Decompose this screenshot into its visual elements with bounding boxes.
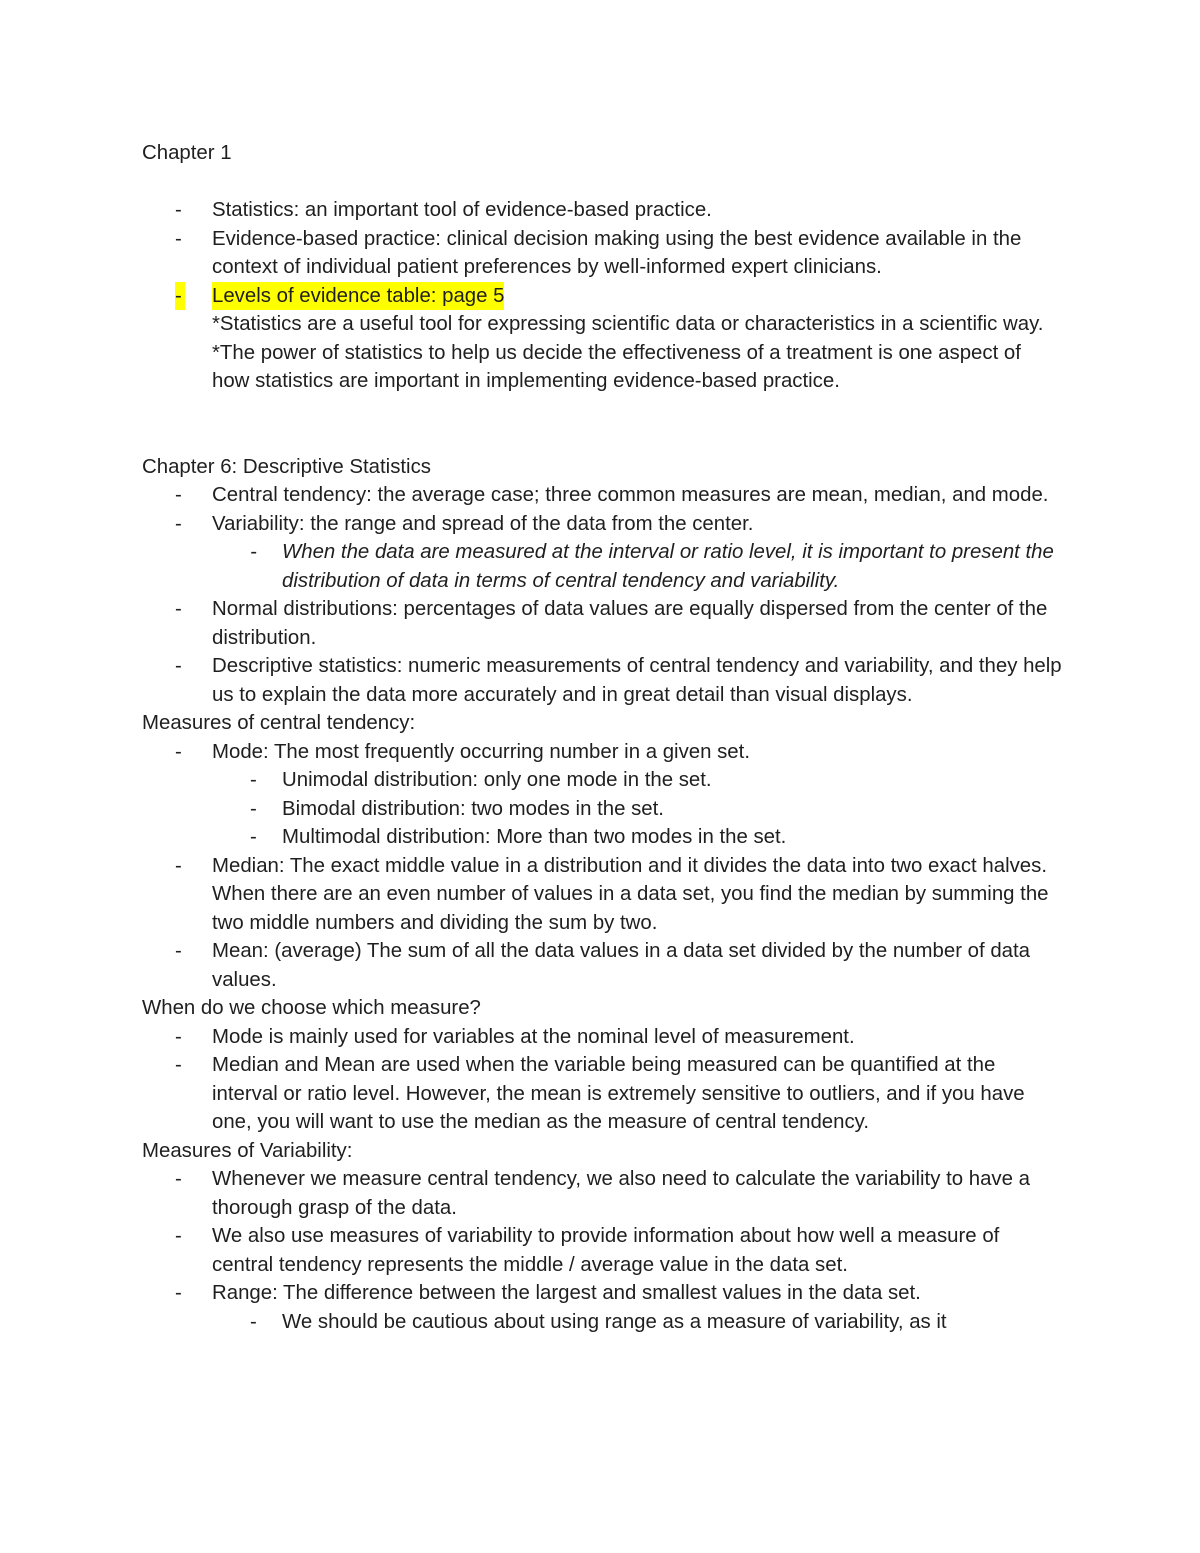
list-item-text: Range: The difference between the largest and smallest values in the data set. [212,1282,921,1304]
list-item [142,510,1062,596]
variability-heading: Measures of Variability: [142,1139,353,1162]
list-item [142,738,1062,852]
list-item: - We should be cautious about using range as a measure of variability, as it [212,1308,1062,1337]
highlighted-bullet: - [175,282,185,311]
note-paragraph: *The power of statistics to help us decide the effectiveness of a treatment is one aspect of how statistics are important in implementing evidence-based practice. [212,341,1021,392]
note-paragraph: *Statistics are a useful tool for expressing scientific data or characteristics in a scientific way. [212,313,1044,335]
list-item [142,1279,1062,1336]
list-item: - Evidence-based practice: clinical decision making using the best evidence available in the context of individual patient preferences by well-informed expert clinicians. [142,225,1062,282]
list-item: - Central tendency: the average case; three common measures are mean, median, and mode. [142,481,1062,510]
list-item: - Normal distributions: percentages of data values are equally dispersed from the center of the distribution. [142,595,1062,652]
blank-line [142,168,1062,197]
list-item: - Mean: (average) The sum of all the data values in a data set divided by the number of data values. [142,937,1062,994]
choose-measure-list [142,1023,1062,1137]
chapter-6-heading: Chapter 6: Descriptive Statistics [142,455,431,478]
chapter-1-heading: Chapter 1 [142,142,232,164]
list-item: - Bimodal distribution: two modes in the set. [212,795,1062,824]
list-item: - When the data are measured at the interval or ratio level, it is important to present the distribution of data in terms of central tendency and variability. [212,538,1062,595]
blank-lines [142,396,1062,453]
list-item: - Descriptive statistics: numeric measurements of central tendency and variability, and they help us to explain the data more accurately and in great detail than visual displays. [142,652,1062,709]
list-item-text: Variability: the range and spread of the data from the center. [212,512,754,535]
chapter-1-list [142,196,1062,310]
central-tendency-heading: Measures of central tendency: [142,712,416,734]
highlighted-text: Levels of evidence table: page 5 [212,282,504,311]
central-tendency-list [142,738,1062,995]
nested-list [212,538,1062,595]
choose-measure-heading: When do we choose which measure? [142,997,481,1019]
list-item: - Multimodal distribution: More than two modes in the set. [212,823,1062,852]
list-item: - Median: The exact middle value in a distribution and it divides the data into two exact halves. When there are an even number of values in a data set, you find the median by summing the two middle numbers and dividing the sum by two. [142,852,1062,938]
nested-list [212,766,1062,852]
list-item: - We also use measures of variability to provide information about how well a measure of central tendency represents the middle / average value in the data set. [142,1222,1062,1279]
document-body [142,139,1062,1336]
list-item: - Statistics: an important tool of evidence-based practice. [142,196,1062,225]
list-item: - Whenever we measure central tendency, we also need to calculate the variability to have a thorough grasp of the data. [142,1165,1062,1222]
list-item: - Median and Mean are used when the variable being measured can be quantified at the interval or ratio level. However, the mean is extremely sensitive to outliers, and if you have one, you will want to use the median as the measure of central tendency. [142,1051,1062,1137]
list-item-text: Mode: The most frequently occurring number in a given set. [212,740,750,763]
list-item: - Unimodal distribution: only one mode in the set. [212,766,1062,795]
chapter-6-list [142,481,1062,709]
variability-list [142,1165,1062,1336]
nested-list [212,1308,1062,1337]
highlighted-list-item [142,282,1062,311]
list-item: - Mode is mainly used for variables at the nominal level of measurement. [142,1023,1062,1052]
